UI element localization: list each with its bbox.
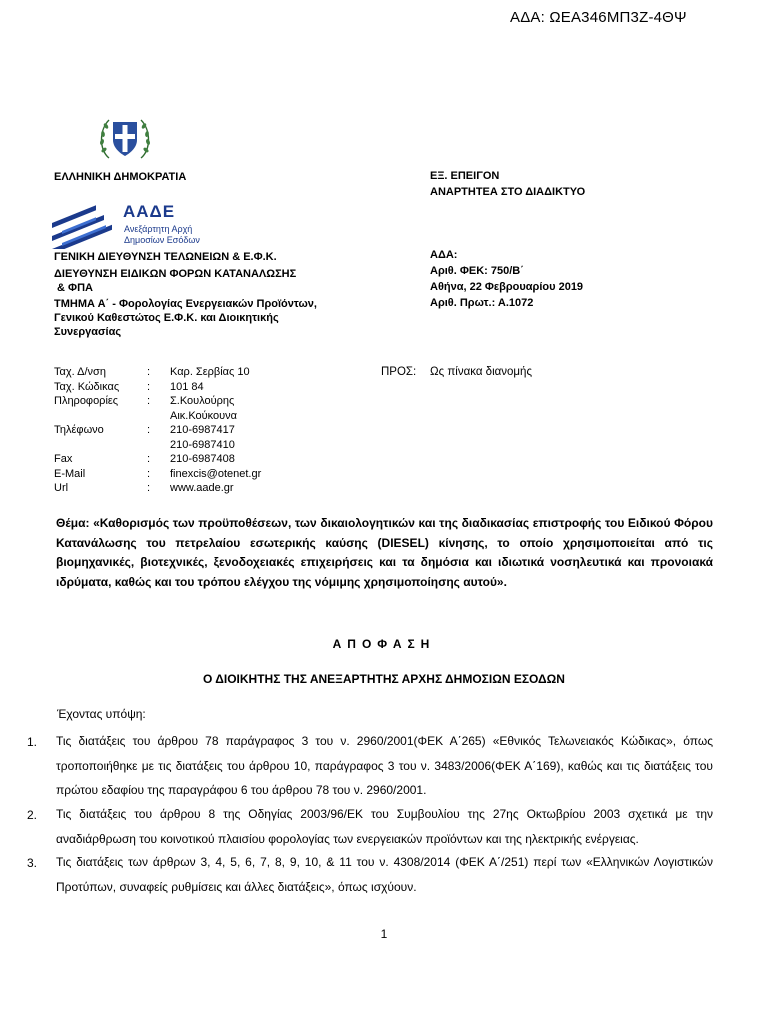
contact-colon: : (147, 380, 151, 393)
ada-label: ΑΔΑ: (430, 249, 458, 261)
department-line: ΔΙΕΥΘΥΝΣΗ ΕΙΔΙΚΩΝ ΦΟΡΩΝ ΚΑΤΑΝΑΛΩΣΗΣ (54, 268, 297, 280)
list-item-text: Τις διατάξεις του άρθρου 78 παράγραφος 3 του ν. 2960/2001(ΦΕΚ Α΄265) «Εθνικός Τελωνειακός Κώδικας», όπως τροποποιήθηκε με τις διατάξεις του άρθρου 10, παράγραφος 3 του ν. 3483/2006(ΦΕΚ Α΄169), καθώς και τις διατάξεις του πρώτου εδαφίου της παραγράφου 6 του άρθρου 78 του ν. 2960/2001. (56, 734, 713, 797)
contact-colon: : (147, 467, 151, 480)
department-line: & ΦΠΑ (54, 282, 93, 294)
aade-logo-name: ΑΑΔΕ (123, 202, 176, 221)
subject-paragraph: Θέμα: «Καθορισμός των προϋποθέσεων, των δικαιολογητικών και της διαδικασίας επιστροφής του Ειδικού Φόρου Κατανάλωσης του πετρελαίου εσωτερικής καύσης (DIESEL) κίνησης, το οποίο χρησιμοποιείται από τις βιομηχανικές, βιοτεχνικές, ξενοδοχειακές επιχειρήσεις και τα δημόσια και ιδιωτικά νοσηλευτικά και προνοιακά ιδρύματα, καθώς και του τρόπου ελέγχου της νόμιμης χρησιμοποίησης αυτού». (56, 516, 713, 589)
department-line: Συνεργασίας (54, 326, 122, 338)
contact-value: Αικ.Κούκουνα (170, 409, 238, 422)
contact-value: 210-6987410 (170, 438, 235, 451)
contact-row (0, 452, 400, 467)
contact-row (0, 394, 400, 409)
contact-colon: : (147, 395, 151, 407)
publish-online-line: ΑΝΑΡΤΗΤΕΑ ΣΤΟ ΔΙΑΔΙΚΤΥΟ (430, 186, 586, 198)
contact-row (0, 365, 400, 380)
department-line: Γενικού Καθεστώτος Ε.Φ.Κ. και Διοικητικής (54, 312, 279, 324)
contact-value: Σ.Κουλούρης (170, 395, 235, 407)
contact-row (0, 409, 400, 424)
contact-colon: : (147, 366, 151, 378)
contact-label: E-Mail (54, 467, 86, 480)
contact-url-link[interactable]: www.aade.gr (170, 482, 234, 494)
considering-heading: Έχοντας υπόψη: (57, 707, 146, 721)
contact-label: Ταχ. Δ/νση (54, 366, 106, 378)
protocol-number: Αριθ. Πρωτ.: Α.1072 (430, 297, 534, 309)
recipient-label: ΠΡΟΣ: (381, 366, 417, 378)
list-item-number: 1. (27, 735, 38, 749)
contact-value: 101 84 (170, 380, 204, 393)
aade-logo-subtitle (124, 224, 200, 246)
page-number: 1 (380, 927, 388, 941)
list-item-text: Τις διατάξεις του άρθρου 8 της Οδηγίας 2003/96/ΕΚ του Συμβουλίου της 27ης Οκτωβρίου 2003 σχετικά με την αναδιάρθρωση του κοινοτικού πλαισίου φορολογίας των ενεργειακών προϊόντων και της ηλεκτρικής ενέργειας. (56, 807, 713, 846)
contact-label: Url (54, 482, 69, 494)
contact-label: Πληροφορίες (54, 395, 119, 407)
department-line: ΓΕΝΙΚΗ ΔΙΕΥΘΥΝΣΗ ΤΕΛΩΝΕΙΩΝ & Ε.Φ.Κ. (54, 251, 277, 263)
contact-value: 210-6987408 (170, 453, 235, 465)
department-block (54, 250, 317, 339)
aade-logo-subtitle-line1: Ανεξάρτητη Αρχή (124, 224, 193, 234)
fek-number: Αριθ. ΦΕΚ: 750/Β΄ (430, 265, 524, 277)
contact-value: 210-6987417 (170, 424, 235, 436)
authority-title: Ο ΔΙΟΙΚΗΤΗΣ ΤΗΣ ΑΝΕΞΑΡΤΗΤΗΣ ΑΡΧΗΣ ΔΗΜΟΣΙΩΝ ΕΣΟΔΩΝ (203, 672, 565, 686)
contact-email-link[interactable]: finexcis@otenet.gr (170, 467, 262, 480)
contact-colon: : (147, 482, 151, 494)
department-line: ΤΜΗΜΑ Α΄ - Φορολογίας Ενεργειακών Προϊόντων, (54, 298, 317, 310)
contact-row (0, 467, 400, 482)
list-item-number: 2. (27, 808, 38, 822)
contact-colon: : (147, 424, 151, 436)
republic-title: ΕΛΛΗΝΙΚΗ ΔΗΜΟΚΡΑΤΙΑ (54, 171, 187, 183)
ada-header: ΑΔΑ: ΩΕΑ346ΜΠ3Ζ-4ΘΨ (510, 9, 687, 26)
contact-colon: : (147, 453, 151, 465)
contact-label: Fax (54, 453, 73, 465)
list-item-number: 3. (27, 856, 38, 870)
contact-label: Ταχ. Κώδικας (54, 380, 120, 393)
list-item-text: Τις διατάξεις των άρθρων 3, 4, 5, 6, 7, 8, 9, 10, & 11 του ν. 4308/2014 (ΦΕΚ Α΄/251) περί των «Ελληνικών Λογιστικών Προτύπων, συναφείς ρυθμίσεις και άλλες διατάξεις», όπως ισχύουν. (56, 855, 713, 894)
contact-row (0, 438, 400, 453)
decision-title: ΑΠΟΦΑΣΗ (332, 637, 436, 651)
contact-label: Τηλέφωνο (54, 424, 104, 436)
document-reference-block (430, 247, 583, 311)
recipient-value: Ως πίνακα διανομής (430, 366, 532, 378)
urgency-block (430, 168, 585, 200)
greek-coat-of-arms-emblem (97, 114, 153, 162)
document-date: Αθήνα, 22 Φεβρουαρίου 2019 (430, 281, 584, 293)
aade-logo-icon (52, 201, 118, 249)
urgency-line: ΕΞ. ΕΠΕΙΓΟΝ (430, 170, 500, 182)
contact-row (0, 380, 400, 395)
contact-info-table (0, 365, 400, 500)
contact-row (0, 423, 400, 438)
contact-row (0, 481, 400, 496)
aade-logo-subtitle-line2: Δημοσίων Εσόδων (124, 235, 200, 245)
contact-value: Καρ. Σερβίας 10 (170, 366, 250, 378)
